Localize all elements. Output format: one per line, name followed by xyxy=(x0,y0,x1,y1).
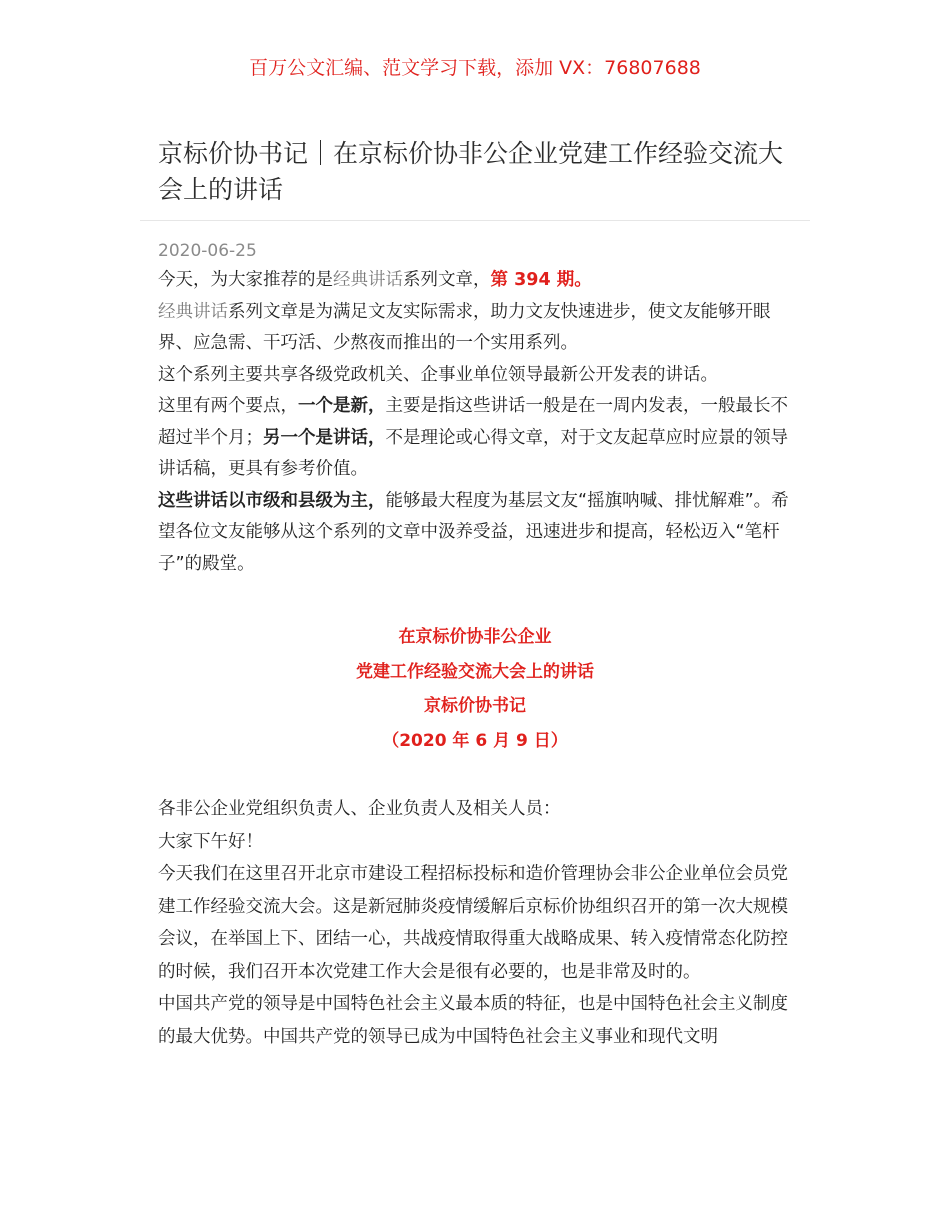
key-point-1: 一个是新， xyxy=(298,396,386,416)
intro-paragraph-4 xyxy=(158,391,798,486)
speech-heading-line-1: 在京标价协非公企业 xyxy=(398,627,552,647)
key-point-2: 另一个是讲话， xyxy=(263,427,386,448)
intro-paragraph-1 xyxy=(158,265,798,297)
intro-text: 这里有两个要点， xyxy=(158,396,298,416)
promo-banner: 百万公文汇编、范文学习下载，添加 VX：76807688 xyxy=(249,57,701,79)
intro-text: 能够最大程度为基层文友“摇旗呐喊、排忧解难”。希望各位文友能够从这个系列的文章中汲养受益，迅速进步和提高，轻松迈入“笔杆子”的殿堂。 xyxy=(158,490,789,574)
intro-section xyxy=(158,265,798,580)
speech-heading-line-2: 党建工作经验交流大会上的讲话 xyxy=(356,661,594,682)
focus-statement: 这些讲话以市级和县级为主， xyxy=(158,490,386,511)
body-paragraph-2: 中国共产党的领导是中国特色社会主义最本质的特征，也是中国特色社会主义制度的最大优势。中国共产党的领导已成为中国特色社会主义事业和现代文明 xyxy=(158,994,788,1047)
intro-text: 不是理论或心得文章，对于文友起草应时应景的领导讲话稿，更具有参考价值。 xyxy=(158,427,788,479)
salutation: 各非公企业党组织负责人、企业负责人及相关人员： xyxy=(158,799,561,819)
intro-paragraph-5 xyxy=(158,486,798,581)
intro-text: 系列文章是为满足文友实际需求，助力文友快速进步，使文友能够开眼界、应急需、干巧活、少熬夜而推出的一个实用系列。 xyxy=(158,301,771,353)
greeting: 大家下午好！ xyxy=(158,831,263,852)
intro-text: 系列文章， xyxy=(403,270,491,290)
article-title: 京标价协书记｜在京标价协非公企业党建工作经验交流大会上的讲话 xyxy=(158,139,784,204)
speech-body xyxy=(158,793,798,1053)
intro-text: 今天，为大家推荐的是 xyxy=(158,270,333,290)
series-name: 经典讲话 xyxy=(158,301,228,322)
series-name: 经典讲话 xyxy=(333,270,403,290)
intro-text: 主要是指这些讲话一般是在一周内发表，一般最长不超过半个月； xyxy=(158,396,788,448)
intro-paragraph-3: 这个系列主要共享各级党政机关、企事业单位领导最新公开发表的讲话。 xyxy=(158,364,718,385)
title-divider xyxy=(140,220,810,221)
speech-heading xyxy=(0,620,950,758)
speech-heading-date: （2020 年 6 月 9 日） xyxy=(382,730,568,751)
speech-heading-line-3: 京标价协书记 xyxy=(424,696,526,716)
publish-date: 2020-06-25 xyxy=(158,241,257,261)
issue-number: 第 394 期。 xyxy=(490,270,592,290)
body-paragraph-1: 今天我们在这里召开北京市建设工程招标投标和造价管理协会非公企业单位会员党建工作经验交流大会。这是新冠肺炎疫情缓解后京标价协组织召开的第一次大规模会议，在举国上下、团结一心，共战疫情取得重大战略成果、转入疫情常态化防控的时候，我们召开本次党建工作大会是很有必要的，也是非常及时的。 xyxy=(158,864,788,982)
intro-paragraph-2 xyxy=(158,297,798,360)
